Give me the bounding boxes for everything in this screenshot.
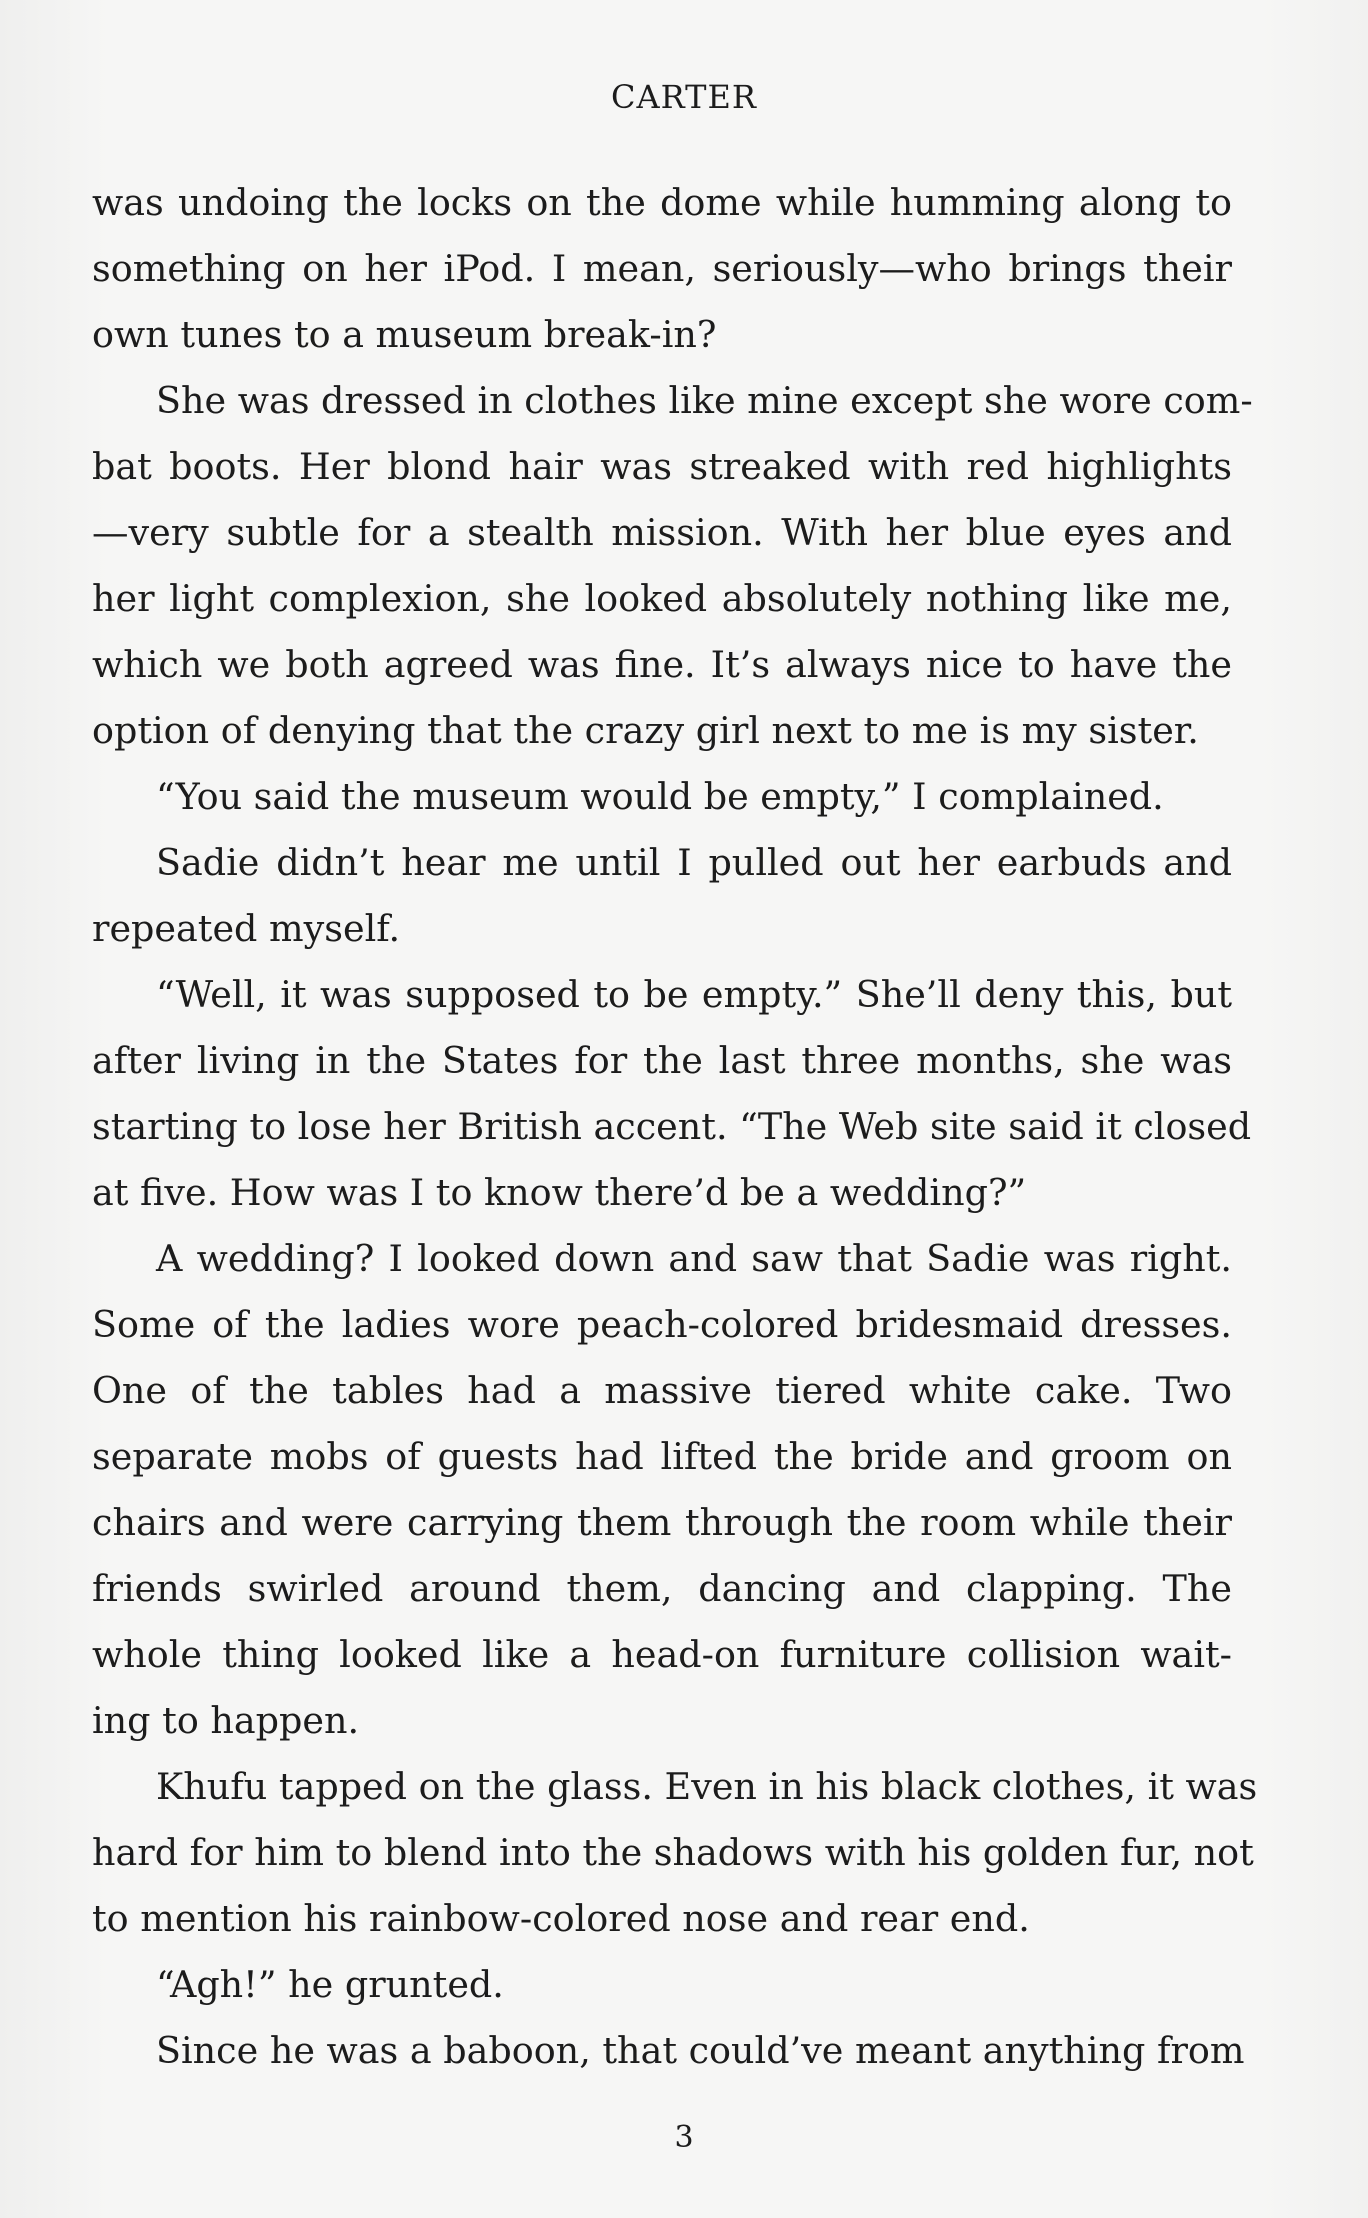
text-line: which we both agreed was fine. It’s always nice to have the [92,643,1232,686]
text-line: separate mobs of guests had lifted the bride and groom on [92,1435,1232,1478]
text-line: her light complexion, she looked absolutely nothing like me, [92,577,1232,620]
text-line: hard for him to blend into the shadows with his golden fur, not [92,1831,1254,1874]
text-line: at five. How was I to know there’d be a wedding?” [92,1171,1027,1214]
text-line: Sadie didn’t hear me until I pulled out her earbuds and [156,841,1232,884]
text-line: option of denying that the crazy girl next to me is my sister. [92,709,1199,752]
running-head: CARTER [611,78,757,116]
text-line: friends swirled around them, dancing and clapping. The [92,1567,1232,1610]
text-line: starting to lose her British accent. “The Web site said it closed [92,1105,1252,1148]
text-line: chairs and were carrying them through the room while their [92,1501,1232,1544]
text-line: was undoing the locks on the dome while humming along to [92,181,1232,224]
text-line: own tunes to a museum break-in? [92,313,717,356]
text-line: One of the tables had a massive tiered white cake. Two [92,1369,1232,1412]
text-line: Since he was a baboon, that could’ve meant anything from [156,2029,1245,2072]
text-line: after living in the States for the last three months, she was [92,1039,1232,1082]
text-line: repeated myself. [92,907,401,950]
text-line: “You said the museum would be empty,” I complained. [156,775,1164,818]
text-line: Some of the ladies wore peach-colored bridesmaid dresses. [92,1303,1232,1346]
text-line: whole thing looked like a head-on furniture collision wait- [92,1633,1232,1676]
text-line: to mention his rainbow-colored nose and rear end. [92,1897,1030,1940]
text-line: something on her iPod. I mean, seriously—who brings their [92,247,1232,290]
text-line: bat boots. Her blond hair was streaked with red highlights [92,445,1232,488]
text-line: ing to happen. [92,1699,360,1742]
page-number: 3 [674,2120,694,2155]
text-line: She was dressed in clothes like mine except she wore com- [156,379,1253,422]
text-line: “Agh!” he grunted. [156,1963,504,2006]
text-line: “Well, it was supposed to be empty.” She’ll deny this, but [156,973,1232,1016]
text-line: Khufu tapped on the glass. Even in his black clothes, it was [156,1765,1258,1808]
text-line: —very subtle for a stealth mission. With her blue eyes and [92,511,1232,554]
text-line: A wedding? I looked down and saw that Sadie was right. [156,1237,1232,1280]
